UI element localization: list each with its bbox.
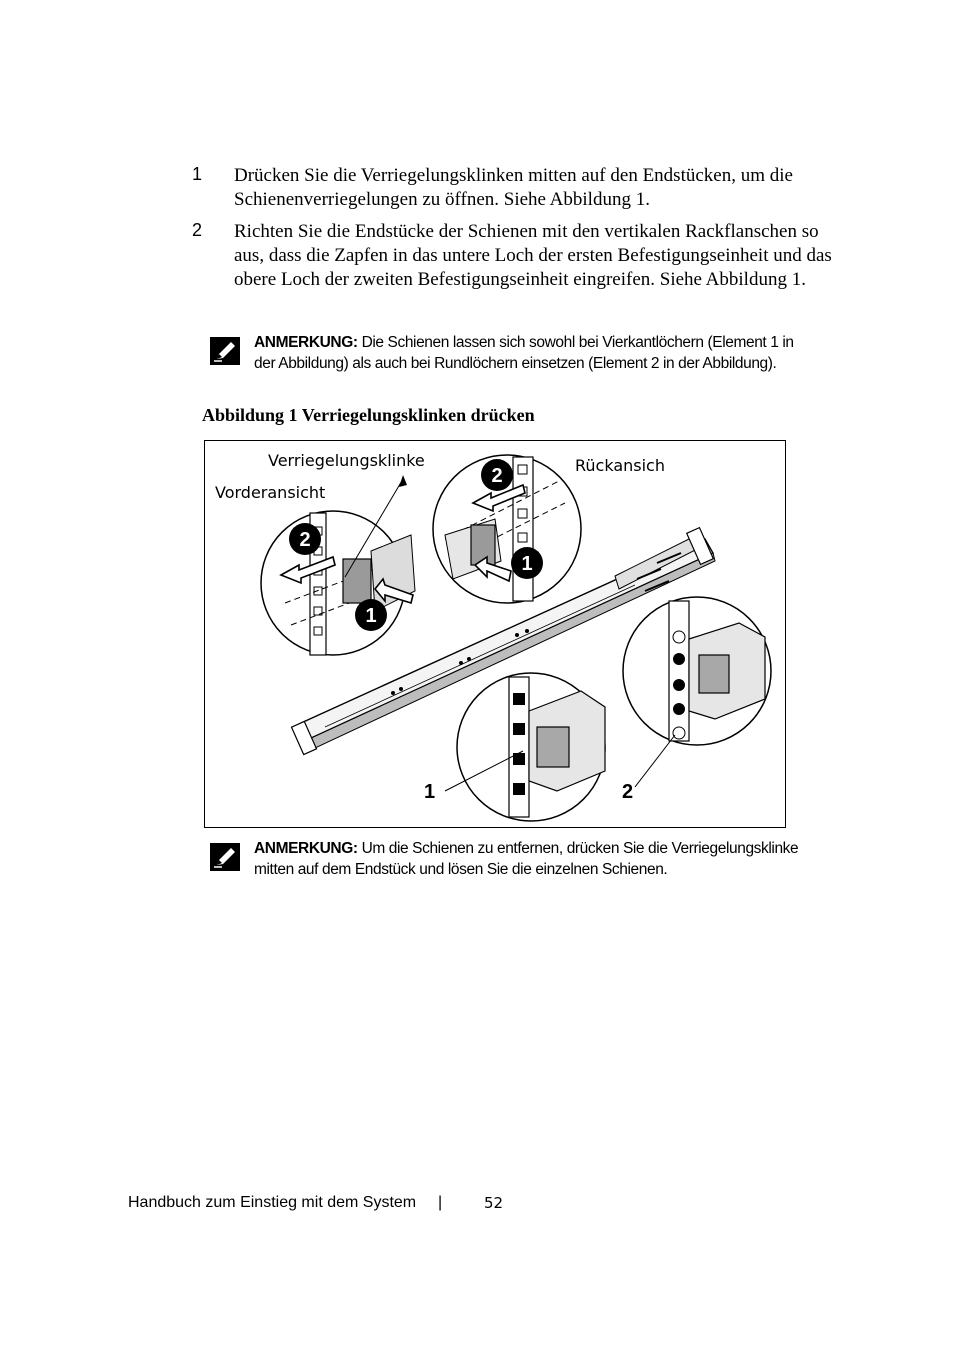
step-number: 1 (192, 164, 203, 184)
badge-label: 2 (299, 529, 311, 551)
item2-leader-line (635, 735, 675, 787)
round-hole-detail (623, 597, 771, 745)
figure-caption: Abbildung 1 Verriegelungsklinken drücken (202, 405, 535, 425)
note-body: Die Schienen lassen sich sowohl bei Vierkantlöchern (Element 1 in der Abbildung) als auch bei Rundlöchern einsetzen (Element 2 in der Abbildung). (254, 334, 794, 372)
step-text: Drücken Sie die Verriegelungsklinken mitten auf den Endstücken, um die Schienenverriegelungen zu öffnen. Siehe Abbildung 1. (234, 165, 793, 210)
note-label: ANMERKUNG: (254, 840, 358, 857)
front-view-label: Vorderansicht (215, 483, 326, 502)
note-text (254, 838, 810, 880)
badge-label: 2 (491, 465, 503, 487)
badge-label: 1 (521, 553, 533, 575)
rear-badge-1 (511, 547, 543, 579)
note-text (254, 332, 810, 374)
note-label: ANMERKUNG: (254, 334, 358, 351)
rail-figure (204, 440, 786, 828)
page-number: 52 (484, 1194, 504, 1212)
front-view-detail (261, 511, 415, 655)
latch-label: Verriegelungsklinke (268, 451, 425, 470)
note-pencil-icon (210, 843, 240, 871)
item-1-label: 1 (424, 781, 436, 803)
note-body: Um die Schienen zu entfernen, drücken Sie die Verriegelungsklinke mitten auf dem Endstück und lösen Sie die einzelnen Schienen. (254, 840, 799, 878)
front-badge-1 (355, 599, 387, 631)
footer-title: Handbuch zum Einstieg mit dem System (128, 1194, 417, 1211)
latch-leader-arrowhead (399, 475, 407, 487)
item-2-label: 2 (622, 781, 634, 803)
footer-separator: | (438, 1194, 443, 1211)
rear-badge-2 (481, 459, 513, 491)
step-text: Richten Sie die Endstücke der Schienen mit den vertikalen Rackflanschen so aus, dass die Zapfen in das untere Loch der ersten Befestigungseinheit und das obere Loch der zweiten Befestigungseinheit eingreifen. Siehe Abbildung 1. (234, 221, 832, 290)
rear-view-label: Rückansich (575, 456, 665, 475)
step-number: 2 (192, 220, 203, 240)
badge-label: 1 (365, 605, 377, 627)
square-hole-detail (457, 673, 605, 821)
front-badge-2 (289, 523, 321, 555)
note-pencil-icon (210, 337, 240, 365)
